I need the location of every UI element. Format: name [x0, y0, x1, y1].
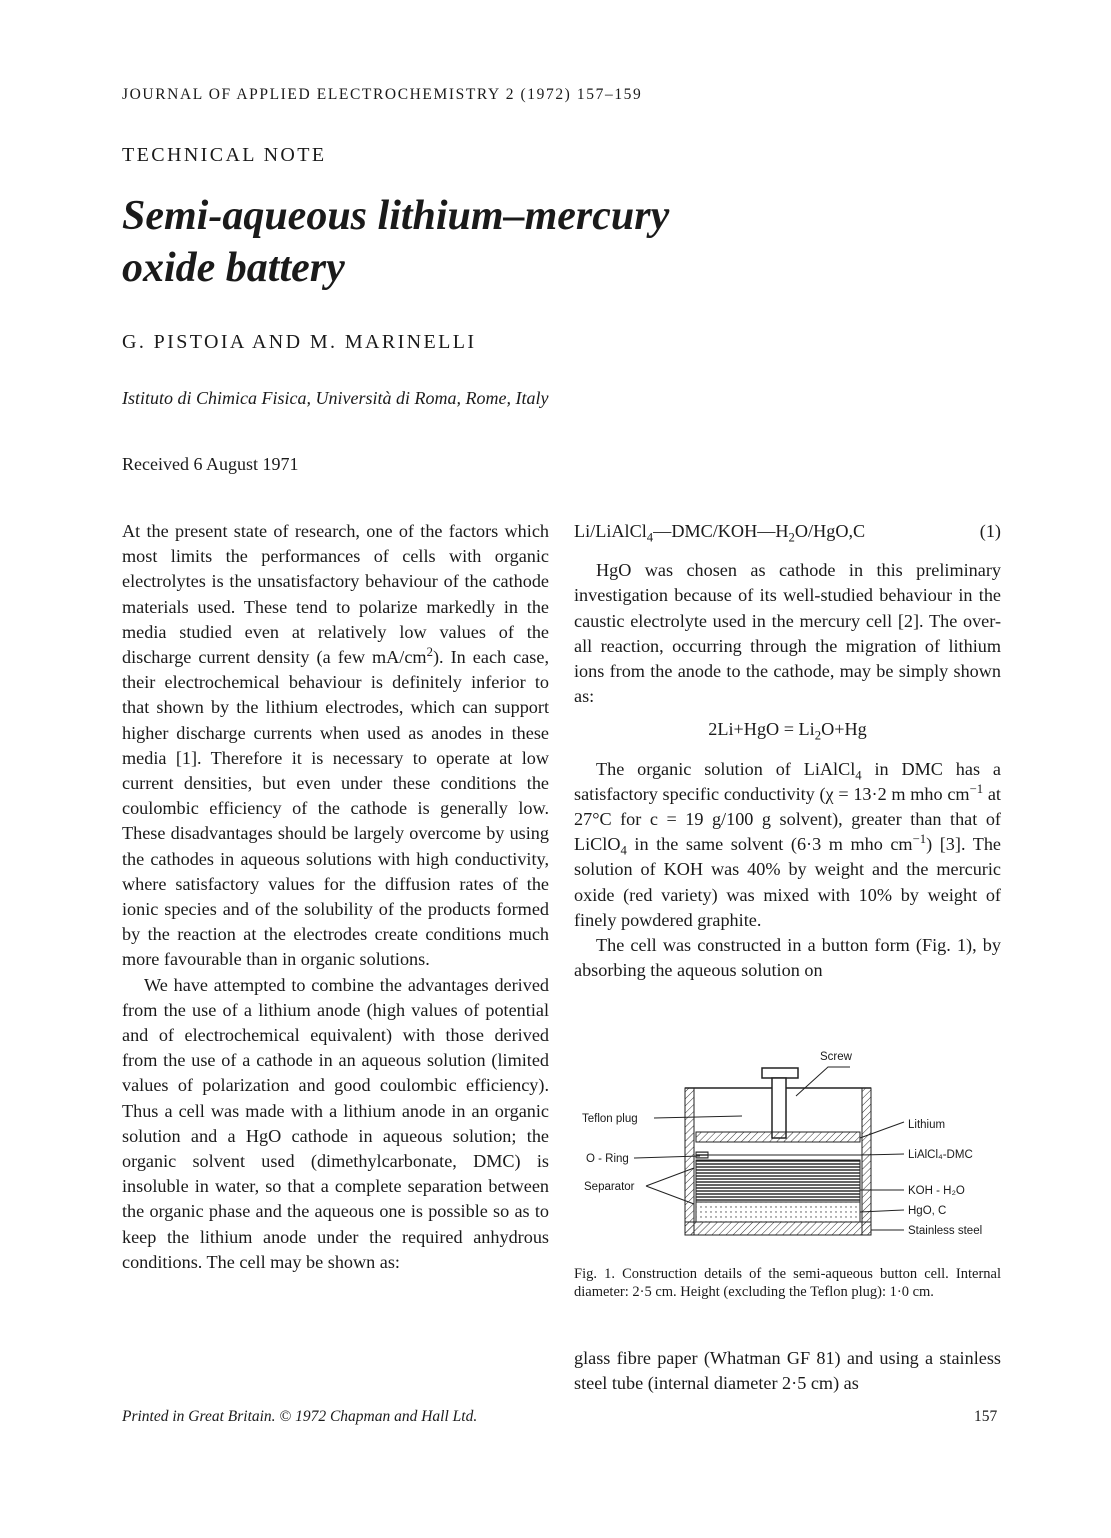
label-teflon-plug: Teflon plug [582, 1113, 638, 1125]
page-number: 157 [974, 1408, 998, 1425]
received-date: Received 6 August 1971 [122, 454, 299, 474]
paragraph-4 [574, 757, 1001, 933]
cell-right-wall [862, 1088, 871, 1235]
paragraph-5: The cell was constructed in a button form (Fig. 1), by absorbing the aqueous solution on [574, 935, 1001, 981]
label-koh-h2o: KOH - H₂O [908, 1185, 965, 1197]
label-hgo-c: HgO, C [908, 1205, 947, 1217]
label-o-ring: O - Ring [586, 1153, 629, 1165]
leader-screw [796, 1067, 850, 1096]
section-label: TECHNICAL NOTE [122, 144, 327, 166]
equation-1-body [574, 519, 865, 544]
printed-notice: Printed in Great Britain. © 1972 Chapman and Hall Ltd. [122, 1408, 478, 1425]
label-lialcl4-dmc: LiAlCl₄-DMC [908, 1149, 973, 1161]
p4-e: ) [3]. The solution of KOH was 40% by weight and the mercuric oxide (red variety) was mixed with 10% by weight of finely powdered graphite. [574, 834, 1001, 930]
p4-sup-2: −1 [912, 832, 927, 847]
paragraph-1 [122, 519, 549, 973]
o-ring [696, 1152, 708, 1158]
koh-h2o-separator [696, 1160, 860, 1202]
eq1-part-a: Li/LiAlCl [574, 521, 647, 541]
p4-c: at 27°C for c = 19 g/100 g solvent), greater than that of LiClO [574, 783, 1001, 855]
label-lithium: Lithium [908, 1119, 946, 1131]
title-line-1: Semi-aqueous lithium–mercury [122, 193, 670, 239]
p4-a: The organic solution of LiAlCl [596, 758, 856, 779]
affiliation: Istituto di Chimica Fisica, Università di Roma, Rome, Italy [122, 388, 549, 408]
label-stainless-steel: Stainless steel [908, 1225, 983, 1237]
paragraph-2: We have attempted to combine the advantages derived from the use of a lithium anode (high values of potential and of electrochemical equivalent) with those derived from the use of a cathode in an aqueous solution (limited values of polarization and good coulombic efficiency). Thus a cell was made with a lithium anode in an organic solution and a HgO cathode in aqueous solution; the organic solvent used (dimethylcarbonate, DMC) is insoluble in water, so that a complete separation between the organic phase and the aqueous one is possible so as to keep the lithium anode under the required anhydrous conditions. The cell may be shown as: [122, 974, 549, 1272]
figure-1-diagram [574, 1040, 1004, 1250]
p4-sup-1: −1 [969, 781, 984, 796]
title-line-2: oxide battery [122, 245, 345, 291]
screw-shaft [772, 1078, 786, 1138]
paragraph-3: HgO was chosen as cathode in this preliminary investigation because of its well-studied behaviour in the caustic electrolyte used in the mercury cell [2]. The over-all reaction, occurring through the migration of lithium ions from the anode to the cathode, may be simply shown as: [574, 560, 1001, 707]
p1-sup: 2 [426, 644, 433, 659]
article-title [122, 190, 842, 294]
authors: G. PISTOIA AND M. MARINELLI [122, 331, 477, 353]
figure-1-caption: Fig. 1. Construction details of the semi-aqueous button cell. Internal diameter: 2·5 cm. Height (excluding the Teflon plug): 1·0 cm. [574, 1266, 1001, 1300]
equation-1 [574, 519, 1001, 544]
label-screw: Screw [820, 1051, 852, 1063]
eq1-sub-2: 2 [788, 530, 795, 545]
eq1-sub-1: 4 [646, 530, 654, 545]
p4-sub-1: 4 [855, 768, 862, 783]
leader-teflon [654, 1116, 742, 1118]
eq2-part-a: 2Li+HgO = Li [708, 719, 815, 740]
equation-2 [574, 717, 1001, 742]
hgo-c-layer [696, 1202, 860, 1222]
right-column-continued [574, 1346, 1001, 1396]
eq1-part-c: O/HgO,C [794, 521, 866, 541]
p4-b: in DMC has a satisfactory specific conductivity (χ = 13·2 m mho cm [574, 758, 1001, 804]
equation-1-number: (1) [979, 521, 1001, 541]
eq2-sub: 2 [814, 729, 822, 744]
p1-text-a: At the present state of research, one of the factors which most limits the performances of cells with organic electrolytes is the unsatisfactory behaviour of the cathode materials used. These tend to polarize markedly in the media studied even at relatively low values of the discharge current density (a few mA/cm [122, 521, 549, 668]
p4-sub-2: 4 [620, 843, 627, 858]
p1-text-b: ). In each case, their electrochemical behaviour is definitely inferior to that shown by the lithium electrodes, which can support higher discharge currents when used as anodes in these media [1]. Therefore it is necessary to operate at low current densities, but even under these conditions the coulombic efficiency of the cathode is generally low. These disadvantages should be largely overcome by using the cathodes in aqueous solutions with high conductivity, where satisfactory values for the diffusion rates of the ionic species and of the solubility of the products formed by the reaction at the electrodes create conditions much more favourable than in organic solutions. [122, 647, 549, 970]
eq2-part-b: O+Hg [821, 719, 867, 740]
eq1-part-b: —DMC/KOH—H [653, 521, 789, 541]
paragraph-6: glass fibre paper (Whatman GF 81) and using a stainless steel tube (internal diameter 2·5 cm) as [574, 1348, 1001, 1394]
left-column [122, 519, 549, 1275]
cell-left-wall [685, 1088, 694, 1235]
right-column [574, 519, 1001, 983]
journal-header: JOURNAL OF APPLIED ELECTROCHEMISTRY 2 (1972) 157–159 [122, 86, 643, 103]
p4-d: in the same solvent (6·3 m mho cm [626, 834, 913, 855]
label-separator: Separator [584, 1181, 635, 1193]
screw-head [762, 1068, 798, 1078]
lithium-layer [696, 1132, 860, 1142]
stainless-steel-base [685, 1222, 871, 1235]
